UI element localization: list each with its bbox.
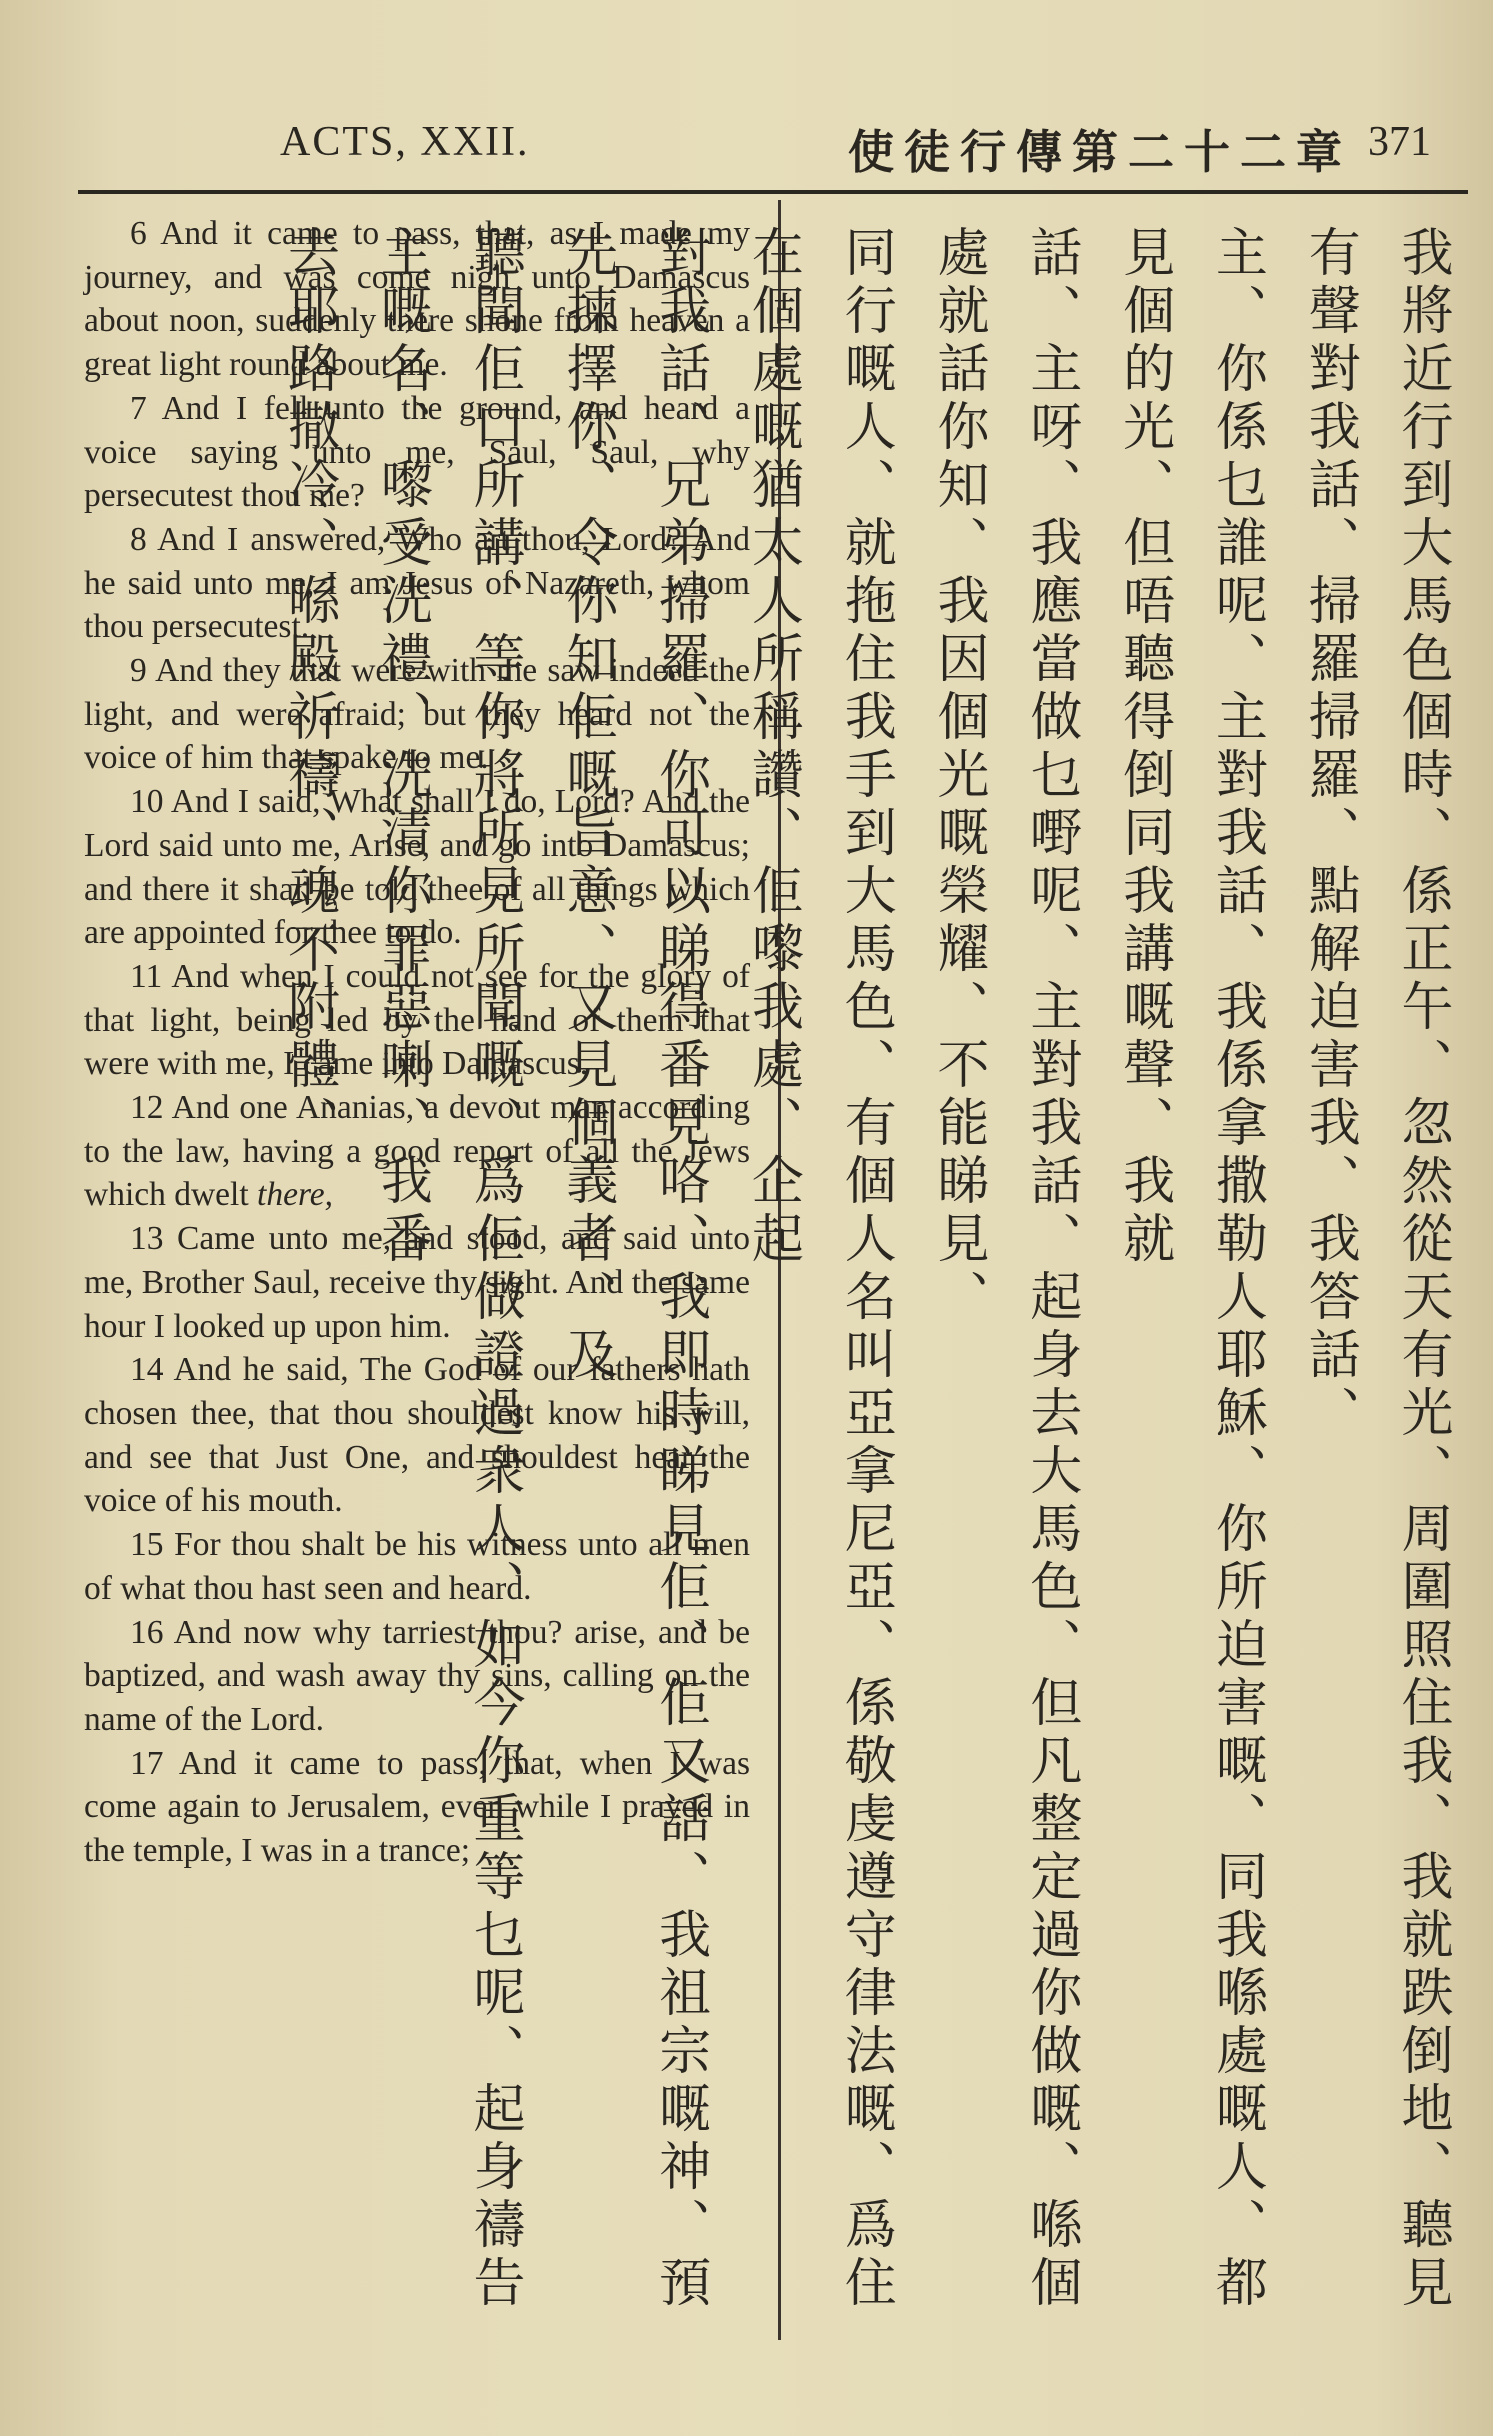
chinese-line: 同行嘅人、就拖住我手到大馬色、有個人名叫亞拿尼亞、係敬虔遵守律法嘅、爲住在個處嘅猶太人所稱讚、佢嚟我處、企起 — [742, 225, 896, 2313]
chinese-line: 對我話、兄弟掃羅、你可以睇得番見咯、我即時睇見佢、佢又話、我祖宗嘅神、預先揀擇你、令你知佢嘅旨意、又見個義者、及 — [556, 225, 710, 2313]
chinese-line: 聽聞佢口所講、等你將所見所聞嘅、爲佢做證過衆人、如今你重等乜呢、起身禱告主嘅名、嚟受洗禮、洗清你罪惡喇、我番 — [371, 225, 525, 2313]
verse-12-text: 12 And one Ananias, a devout man according to the law, having a good report of all the Jews which dwelt — [84, 1089, 750, 1214]
verse-14: 14 And he said, The God of our fathers hath chosen thee, that thou shouldest know his will, and see that Just One, and shouldest hear the voice of his mouth. — [84, 1351, 750, 1520]
chinese-line: 我將近行到大馬色個時、係正午、忽然從天有光、周圍照住我、我就跌倒地、聽見有聲對我話、掃羅掃羅、點解迫害我、我答話、 — [1299, 225, 1452, 2313]
verse-8: 8 And I answered, Who art thou, Lord? And he said unto me, I am Jesus of Nazareth, whom thou persecutest. — [84, 520, 750, 646]
verse-16: 16 And now why tarriest thou? arise, and be baptized, and wash away thy sins, calling on the name of the Lord. — [84, 1613, 750, 1738]
running-title-chinese: 使徒行傳第二十二章 — [848, 125, 1352, 179]
verse-7: 7 And I fell unto the ground, and heard a voice saying unto me, Saul, Saul, why persecutest thou me? — [84, 389, 750, 515]
header-rule — [78, 190, 1468, 194]
page-header — [0, 108, 1493, 188]
chinese-line: 話、主呀、我應當做乜嘢呢、主對我話、起身去大馬色、但凡整定過你做嘅、喺個處就話你知、我因個光嘅榮耀、不能睇見、 — [928, 225, 1081, 2313]
page-number: 371 — [1368, 119, 1431, 165]
verse-12-italic: there, — [257, 1176, 334, 1214]
verse-6: 6 And it came to pass, that, as I made my journey, and was come nigh unto Damascus about noon, suddenly there shone from heaven a great light round about me. — [84, 215, 750, 384]
verse-11: 11 And when I could not see for the glory of that light, being led by the hand of them that were with me, I came into Damascus. — [84, 957, 750, 1083]
verse-10: 10 And I said, What shall I do, Lord? And the Lord said unto me, Arise, and go into Damascus; and there it shall be told thee of all things which are appointed for thee to do. — [84, 783, 750, 952]
chinese-line: 去耶路撒冷、喺殿祈禱、魂不附體、 — [278, 225, 339, 1153]
chinese-line: 主、你係乜誰呢、主對我話、我係拿撒勒人耶穌、你所迫害嘅、同我喺處嘅人、都見個的光、但唔聽得倒同我講嘅聲、我就 — [1113, 225, 1267, 2313]
verse-9: 9 And they that were with me saw indeed the light, and were afraid; but they heard not the voice of him that spake to me. — [84, 652, 750, 777]
verse-17: 17 And it came to pass, that, when I was come again to Jerusalem, even while I prayed in the temple, I was in a trance; — [84, 1744, 750, 1870]
verse-15: 15 For thou shalt be his witness unto all men of what thou hast seen and heard. — [84, 1526, 750, 1607]
running-title-english: ACTS, XXII. — [280, 119, 530, 165]
verse-13: 13 Came unto me, and stood, and said unto me, Brother Saul, receive thy sight. And the same hour I looked up upon him. — [84, 1220, 750, 1345]
